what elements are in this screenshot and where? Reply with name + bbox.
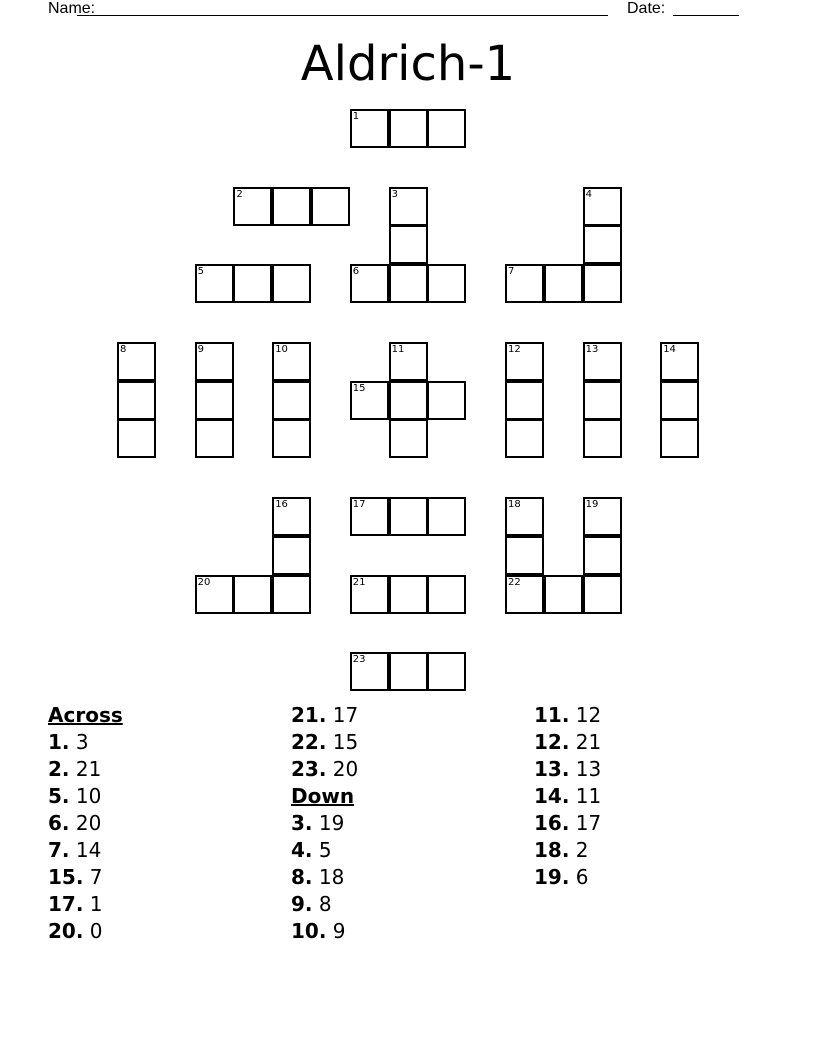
grid-cell[interactable]	[117, 419, 156, 458]
grid-cell[interactable]	[505, 575, 544, 614]
clue-item	[48, 810, 123, 837]
clue-text: 19	[318, 811, 345, 835]
grid-cell[interactable]	[660, 342, 699, 381]
clue-number: 21.	[291, 703, 327, 727]
grid-cell[interactable]	[117, 381, 156, 420]
clue-text: 8	[318, 892, 332, 916]
grid-cell[interactable]	[272, 419, 311, 458]
cell-number: 21	[352, 576, 366, 588]
grid-cell[interactable]	[505, 536, 544, 575]
clue-number: 1.	[48, 730, 70, 754]
clue-text: 12	[575, 703, 602, 727]
grid-cell[interactable]	[583, 264, 622, 303]
clue-number: 9.	[291, 892, 313, 916]
grid-cell[interactable]	[660, 419, 699, 458]
grid-cell[interactable]	[583, 381, 622, 420]
clue-item	[48, 783, 123, 810]
grid-cell[interactable]	[195, 342, 234, 381]
clue-item	[534, 783, 601, 810]
clue-column	[48, 702, 123, 945]
clue-item	[291, 729, 358, 756]
grid-cell[interactable]	[350, 109, 389, 148]
grid-cell[interactable]	[272, 187, 311, 226]
grid-cell[interactable]	[427, 652, 466, 691]
grid-cell[interactable]	[233, 187, 272, 226]
cell-number: 11	[391, 343, 405, 355]
clue-text: 10	[75, 784, 102, 808]
cell-number: 10	[275, 343, 288, 355]
grid-cell[interactable]	[195, 575, 234, 614]
grid-cell[interactable]	[389, 109, 428, 148]
clue-text: 11	[575, 784, 602, 808]
clue-item	[291, 918, 358, 945]
clue-item	[534, 810, 601, 837]
grid-cell[interactable]	[583, 497, 622, 536]
cell-number: 4	[585, 188, 592, 200]
clue-item	[291, 864, 358, 891]
clue-number: 11.	[534, 703, 570, 727]
cell-number: 16	[275, 499, 288, 510]
cell-number: 13	[585, 343, 599, 355]
grid-cell[interactable]	[389, 652, 428, 691]
clue-text: 0	[89, 919, 103, 943]
clue-text: 6	[575, 865, 589, 889]
cell-number: 14	[663, 343, 676, 355]
clue-number: 8.	[291, 865, 313, 889]
clue-text: 5	[318, 838, 332, 862]
clue-text: 15	[332, 730, 359, 754]
clue-number: 15.	[48, 865, 84, 889]
cell-number: 1	[352, 111, 360, 122]
cell-number: 7	[508, 266, 515, 278]
cell-number: 2	[236, 188, 243, 200]
grid-cell[interactable]	[272, 342, 311, 381]
grid-cell[interactable]	[195, 264, 234, 303]
clue-item	[291, 756, 358, 783]
clue-item	[48, 918, 123, 945]
clue-text: 17	[575, 811, 602, 835]
grid-cell[interactable]	[505, 381, 544, 420]
grid-cell[interactable]	[389, 381, 428, 420]
grid-cell[interactable]	[389, 264, 428, 303]
clue-number: 12.	[534, 730, 570, 754]
grid-cell[interactable]	[389, 575, 428, 614]
grid-cell[interactable]	[583, 419, 622, 458]
name-field[interactable]	[77, 15, 608, 16]
grid-cell[interactable]	[583, 187, 622, 226]
across-heading: Across	[48, 703, 123, 727]
clue-item	[48, 891, 123, 918]
grid-cell[interactable]	[311, 187, 350, 226]
grid-cell[interactable]	[427, 575, 466, 614]
grid-cell[interactable]	[505, 419, 544, 458]
grid-cell[interactable]	[233, 264, 272, 303]
cell-number: 12	[508, 343, 521, 355]
grid-cell[interactable]	[544, 264, 583, 303]
clue-item	[534, 702, 601, 729]
grid-cell[interactable]	[660, 381, 699, 420]
cell-number: 6	[352, 266, 360, 278]
clue-number: 13.	[534, 757, 570, 781]
clue-text: 20	[75, 811, 102, 835]
clue-text: 20	[332, 757, 359, 781]
clue-column	[534, 702, 601, 891]
clue-item	[534, 837, 601, 864]
clue-text: 13	[575, 757, 602, 781]
grid-cell[interactable]	[427, 497, 466, 536]
clue-number: 19.	[534, 865, 570, 889]
cell-number: 19	[585, 499, 599, 510]
grid-cell[interactable]	[350, 497, 389, 536]
clue-text: 2	[575, 838, 589, 862]
grid-cell[interactable]	[505, 342, 544, 381]
grid-cell[interactable]	[505, 497, 544, 536]
grid-cell[interactable]	[427, 109, 466, 148]
date-label: Date:	[627, 0, 666, 17]
grid-cell[interactable]	[195, 419, 234, 458]
grid-cell[interactable]	[583, 225, 622, 264]
clue-item	[291, 837, 358, 864]
clue-item	[291, 891, 358, 918]
clue-item	[48, 729, 123, 756]
cell-number: 20	[197, 576, 211, 588]
clue-item	[48, 864, 123, 891]
clue-text: 18	[318, 865, 345, 889]
clue-number: 5.	[48, 784, 70, 808]
grid-cell[interactable]	[272, 381, 311, 420]
grid-cell[interactable]	[272, 575, 311, 614]
grid-cell[interactable]	[389, 225, 428, 264]
grid-cell[interactable]	[233, 575, 272, 614]
grid-cell[interactable]	[389, 342, 428, 381]
clue-text: 9	[332, 919, 346, 943]
clue-item	[534, 729, 601, 756]
clue-number: 2.	[48, 757, 70, 781]
grid-cell[interactable]	[350, 652, 389, 691]
clue-text: 21	[575, 730, 602, 754]
grid-cell[interactable]	[427, 264, 466, 303]
name-label: Name:	[48, 0, 96, 17]
grid-cell[interactable]	[544, 575, 583, 614]
clue-number: 7.	[48, 838, 70, 862]
page-title: Aldrich-1	[300, 36, 516, 92]
clue-item	[291, 702, 358, 729]
cell-number: 5	[197, 266, 204, 278]
clue-number: 10.	[291, 919, 327, 943]
clue-number: 4.	[291, 838, 313, 862]
clue-item	[48, 756, 123, 783]
cell-number: 15	[352, 382, 366, 394]
clue-text: 21	[75, 757, 102, 781]
grid-cell[interactable]	[272, 264, 311, 303]
grid-cell[interactable]	[350, 381, 389, 420]
clue-item	[534, 864, 601, 891]
clue-text: 17	[332, 703, 359, 727]
clue-number: 18.	[534, 838, 570, 862]
clue-number: 22.	[291, 730, 327, 754]
cell-number: 18	[508, 499, 521, 510]
clue-item	[291, 810, 358, 837]
grid-cell[interactable]	[583, 575, 622, 614]
cell-number: 3	[391, 188, 398, 200]
clue-text: 1	[89, 892, 103, 916]
cell-number: 23	[352, 654, 366, 666]
grid-cell[interactable]	[350, 264, 389, 303]
clue-number: 20.	[48, 919, 84, 943]
date-field[interactable]	[673, 15, 739, 16]
clue-text: 14	[75, 838, 102, 862]
grid-cell[interactable]	[505, 264, 544, 303]
grid-cell[interactable]	[272, 536, 311, 575]
grid-cell[interactable]	[583, 536, 622, 575]
cell-number: 9	[197, 343, 204, 355]
clue-number: 16.	[534, 811, 570, 835]
grid-cell[interactable]	[427, 381, 466, 420]
cell-number: 8	[120, 343, 127, 355]
clue-item	[534, 756, 601, 783]
cell-number: 17	[352, 499, 366, 510]
clue-number: 3.	[291, 811, 313, 835]
clue-text: 7	[89, 865, 103, 889]
down-heading: Down	[291, 784, 355, 808]
grid-cell[interactable]	[389, 497, 428, 536]
worksheet-header	[0, 0, 816, 20]
grid-cell[interactable]	[350, 575, 389, 614]
clue-number: 6.	[48, 811, 70, 835]
clue-number: 23.	[291, 757, 327, 781]
grid-cell[interactable]	[389, 419, 428, 458]
grid-cell[interactable]	[117, 342, 156, 381]
clue-number: 14.	[534, 784, 570, 808]
grid-cell[interactable]	[389, 187, 428, 226]
clue-column	[291, 702, 358, 945]
cell-number: 22	[508, 576, 521, 588]
grid-cell[interactable]	[195, 381, 234, 420]
clue-item	[48, 837, 123, 864]
clue-number: 17.	[48, 892, 84, 916]
grid-cell[interactable]	[272, 497, 311, 536]
grid-cell[interactable]	[583, 342, 622, 381]
clue-text: 3	[75, 730, 89, 754]
